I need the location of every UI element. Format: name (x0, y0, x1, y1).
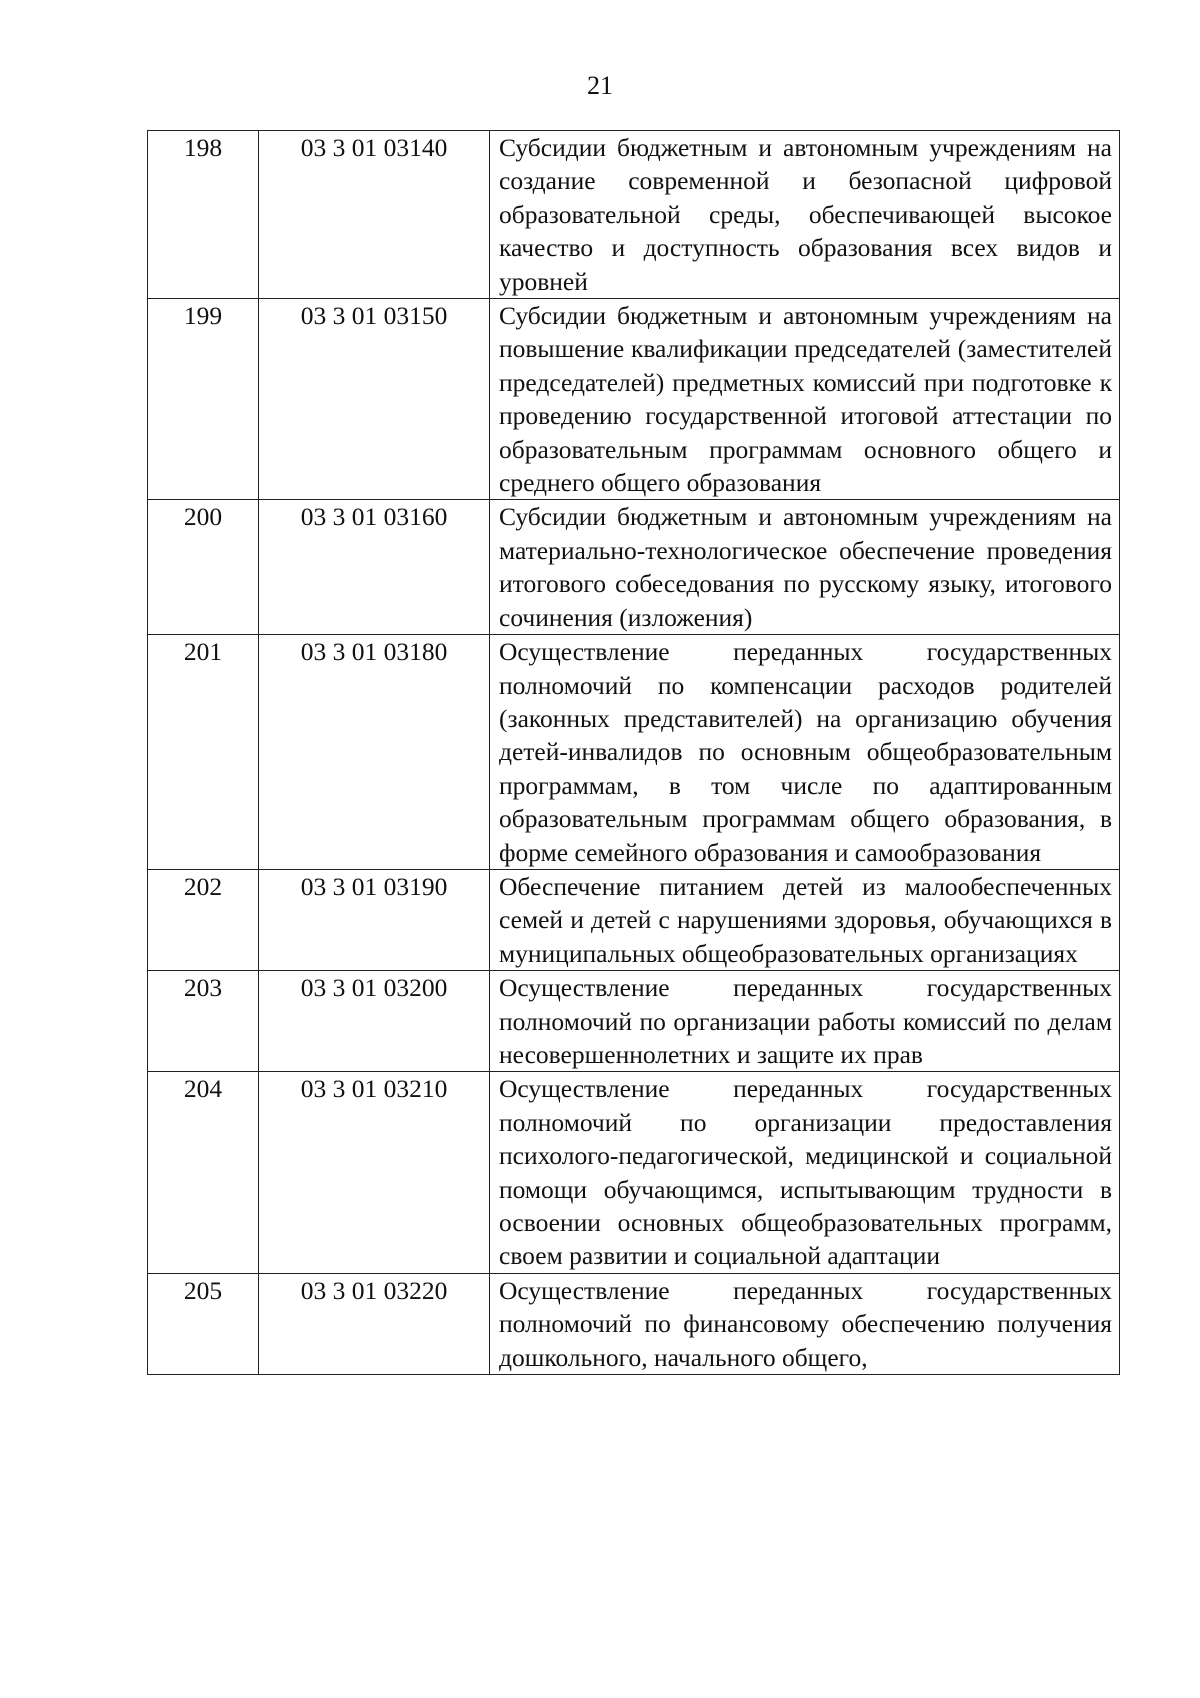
budget-code: 03 3 01 03180 (259, 635, 490, 870)
budget-code: 03 3 01 03210 (259, 1072, 490, 1273)
row-number: 198 (148, 131, 259, 299)
row-number: 200 (148, 500, 259, 635)
table-row (148, 1273, 1120, 1374)
table-row (148, 869, 1120, 970)
row-number: 201 (148, 635, 259, 870)
row-description: Субсидии бюджетным и автономным учреждениям на материально-технологическое обеспечение проведения итогового собеседования по русскому языку, итогового сочинения (изложения) (490, 500, 1120, 635)
budget-code: 03 3 01 03160 (259, 500, 490, 635)
row-description: Осуществление переданных государственных полномочий по организации работы комиссий по делам несовершеннолетних и защите их прав (490, 971, 1120, 1072)
table-row (148, 131, 1120, 299)
table-row (148, 500, 1120, 635)
table-row (148, 971, 1120, 1072)
row-description: Осуществление переданных государственных полномочий по компенсации расходов родителей (законных представителей) на организацию обучения детей-инвалидов по основным общеобразовательным программам, в том числе по адаптированным образовательным программам общего образования, в форме семейного образования и самообразования (490, 635, 1120, 870)
row-number: 202 (148, 869, 259, 970)
table-row (148, 299, 1120, 500)
row-description: Осуществление переданных государственных полномочий по финансовому обеспечению получения дошкольного, начального общего, (490, 1273, 1120, 1374)
budget-code: 03 3 01 03190 (259, 869, 490, 970)
budget-code: 03 3 01 03220 (259, 1273, 490, 1374)
page-number: 21 (587, 71, 613, 100)
row-description: Обеспечение питанием детей из малообеспеченных семей и детей с нарушениями здоровья, обучающихся в муниципальных общеобразовательных организациях (490, 869, 1120, 970)
budget-codes-table (147, 130, 1120, 1375)
row-number: 199 (148, 299, 259, 500)
row-number: 204 (148, 1072, 259, 1273)
row-description: Субсидии бюджетным и автономным учреждениям на повышение квалификации председателей (заместителей председателей) предметных комиссий при подготовке к проведению государственной итоговой аттестации по образовательным программам основного общего и среднего общего образования (490, 299, 1120, 500)
budget-code: 03 3 01 03150 (259, 299, 490, 500)
row-description: Осуществление переданных государственных полномочий по организации предоставления психолого-педагогической, медицинской и социальной помощи обучающимся, испытывающим трудности в освоении основных общеобразовательных программ, своем развитии и социальной адаптации (490, 1072, 1120, 1273)
table-row (148, 635, 1120, 870)
table-row (148, 1072, 1120, 1273)
budget-code: 03 3 01 03140 (259, 131, 490, 299)
row-number: 205 (148, 1273, 259, 1374)
row-description: Субсидии бюджетным и автономным учреждениям на создание современной и безопасной цифровой образовательной среды, обеспечивающей высокое качество и доступность образования всех видов и уровней (490, 131, 1120, 299)
budget-code: 03 3 01 03200 (259, 971, 490, 1072)
row-number: 203 (148, 971, 259, 1072)
